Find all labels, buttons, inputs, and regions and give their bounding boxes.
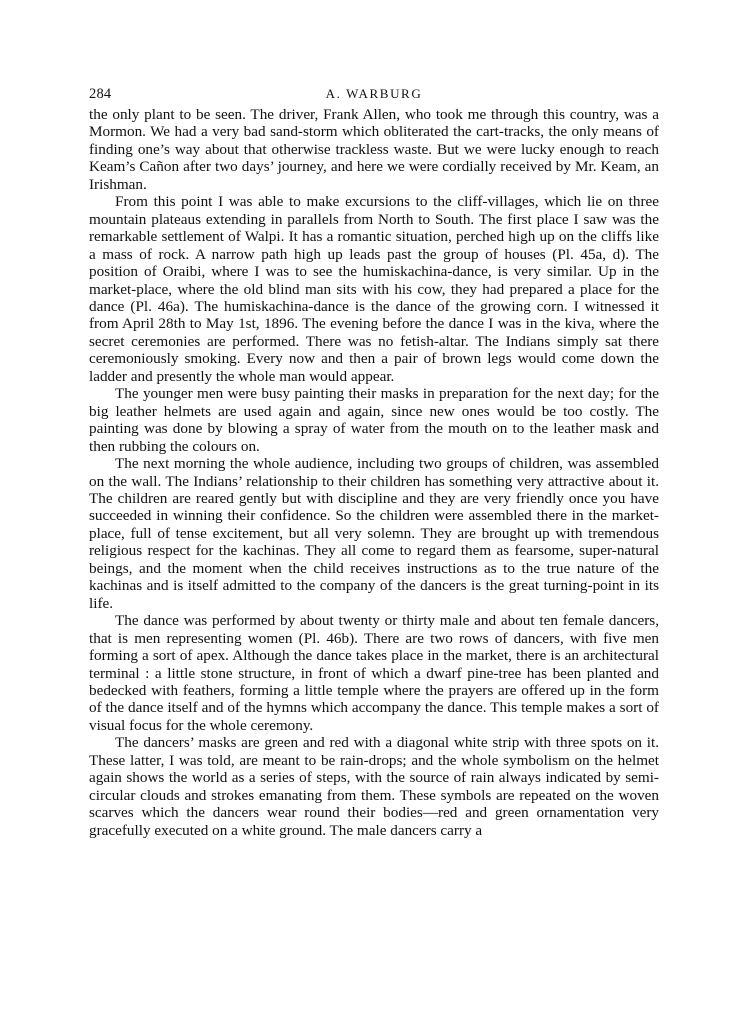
paragraph: The dancers’ masks are green and red with a diagonal white strip with three spots on it. These latter, I was told, are meant to be rain-drops; and the whole symbolism on the helmet again shows the world as a series of steps, with the source of rain always indicated by semi-circular clouds and strokes emanating from them. These symbols are repeated on the woven scarves which the dancers wear round their bodies—red and green ornamentation very gracefully executed on a white ground. The male dancers carry a: [89, 734, 659, 839]
paragraph: From this point I was able to make excursions to the cliff-villages, which lie on three mountain plateaus extending in parallels from North to South. The first place I saw was the remarkable settlement of Walpi. It has a romantic situation, perched high up on the cliffs like a mass of rock. A narrow path high up leads past the group of houses (Pl. 45a, d). The position of Oraibi, where I was to see the humiskachina-dance, is very similar. Up in the market-place, where the old blind man sits with his cow, they had prepared a place for the dance (Pl. 46a). The humiskachina-dance is the dance of the growing corn. I witnessed it from April 28th to May 1st, 1896. The evening before the dance I was in the kiva, where the secret ceremonies are performed. There was no fetish-altar. The Indians simply sat there ceremoniously smoking. Every now and then a pair of brown legs would come down the ladder and presently the whole man would appear.: [89, 193, 659, 385]
paragraph: the only plant to be seen. The driver, Frank Allen, who took me through this country, was a Mormon. We had a very bad sand-storm which obliterated the cart-tracks, the only means of finding one’s way about that otherwise trackless waste. But we were lucky enough to reach Keam’s Cañon after two days’ journey, and here we were cordially received by Mr. Keam, an Irishman.: [89, 106, 659, 193]
paragraph: The dance was performed by about twenty or thirty male and about ten female dancers, that is men representing women (Pl. 46b). There are two rows of dancers, with five men forming a sort of apex. Although the dance takes place in the market, there is an architectural terminal : a little stone structure, in front of which a dwarf pine-tree has been planted and bedecked with feathers, forming a little temple where the prayers are offered up in the form of the dance itself and of the hymns which accompany the dance. This temple makes a sort of visual focus for the whole ceremony.: [89, 612, 659, 734]
running-head-author: A. WARBURG: [325, 86, 423, 101]
running-head: [89, 86, 659, 106]
paragraph: The next morning the whole audience, including two groups of children, was assembled on the wall. The Indians’ relationship to their children has something very attractive about it. The children are reared gently but with discipline and they are very friendly once you have succeeded in winning their confidence. So the children were assembled there in the market-place, full of tense excitement, but all very solemn. They are brought up with tremendous religious respect for the kachinas. They all come to regard them as fearsome, super-natural beings, and the moment when the child receives instructions as to the true nature of the kachinas and is itself admitted to the company of the dancers is the great turning-point in its life.: [89, 455, 659, 612]
body-text: [89, 106, 659, 839]
paragraph: The younger men were busy painting their masks in preparation for the next day; for the big leather helmets are used again and again, since new ones would be too costly. The painting was done by blowing a spray of water from the mouth on to the leather mask and then rubbing the colours on.: [89, 385, 659, 455]
page-number: 284: [89, 86, 112, 102]
